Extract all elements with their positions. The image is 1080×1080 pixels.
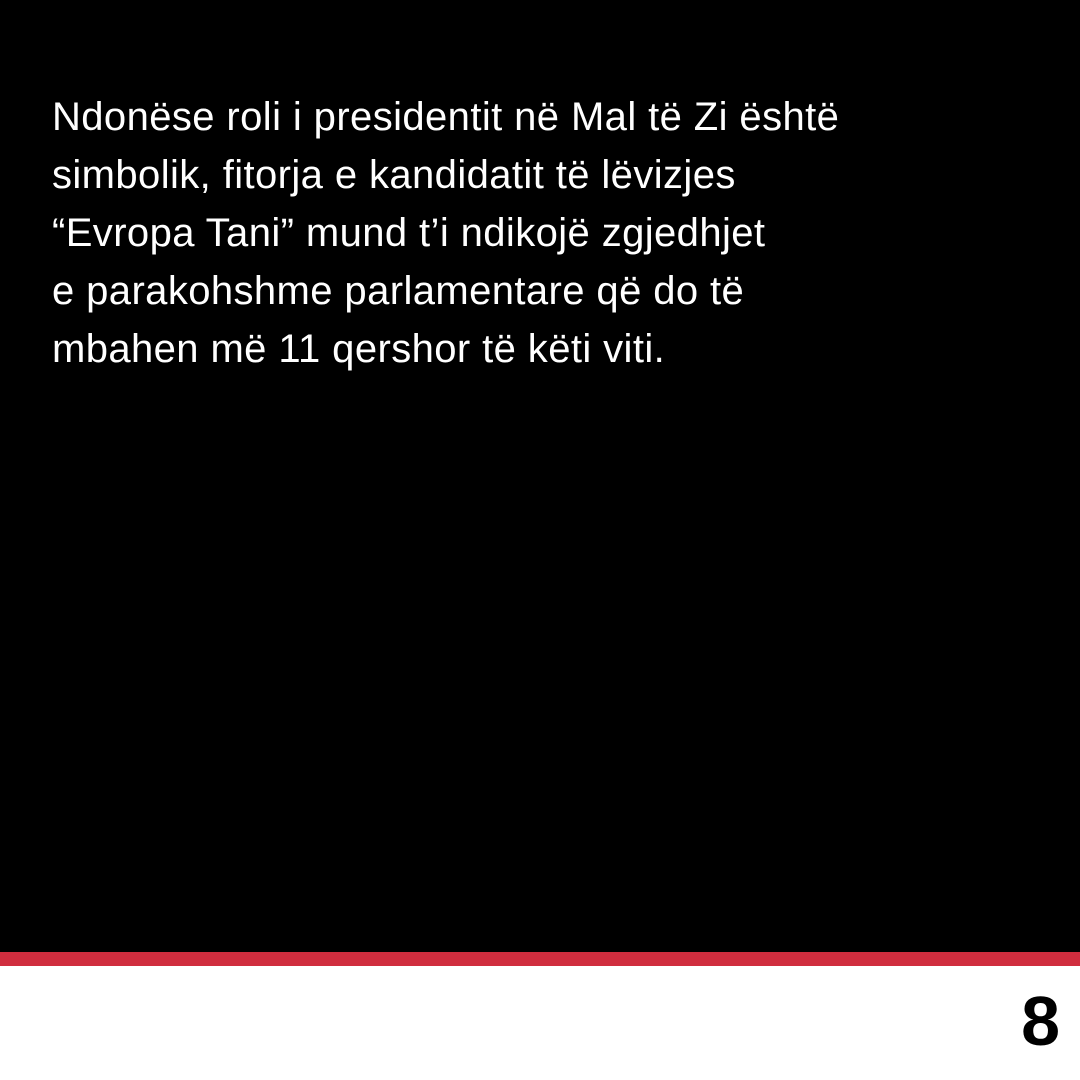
page-number: 8: [1021, 982, 1060, 1060]
slide-text-line: simbolik, fitorja e kandidatit të lëvizjes: [52, 153, 736, 197]
slide-text-line: “Evropa Tani” mund t’i ndikojë zgjedhjet: [52, 211, 766, 255]
slide-text-line: e parakohshme parlamentare që do të: [52, 269, 745, 313]
slide-text-line: mbahen më 11 qershor të këti viti.: [52, 327, 666, 371]
footer: [0, 966, 1080, 1080]
footer-stripe: [0, 952, 1080, 966]
slide-text-line: Ndonëse roli i presidentit në Mal të Zi është: [52, 95, 840, 139]
slide-text: [52, 88, 1032, 378]
